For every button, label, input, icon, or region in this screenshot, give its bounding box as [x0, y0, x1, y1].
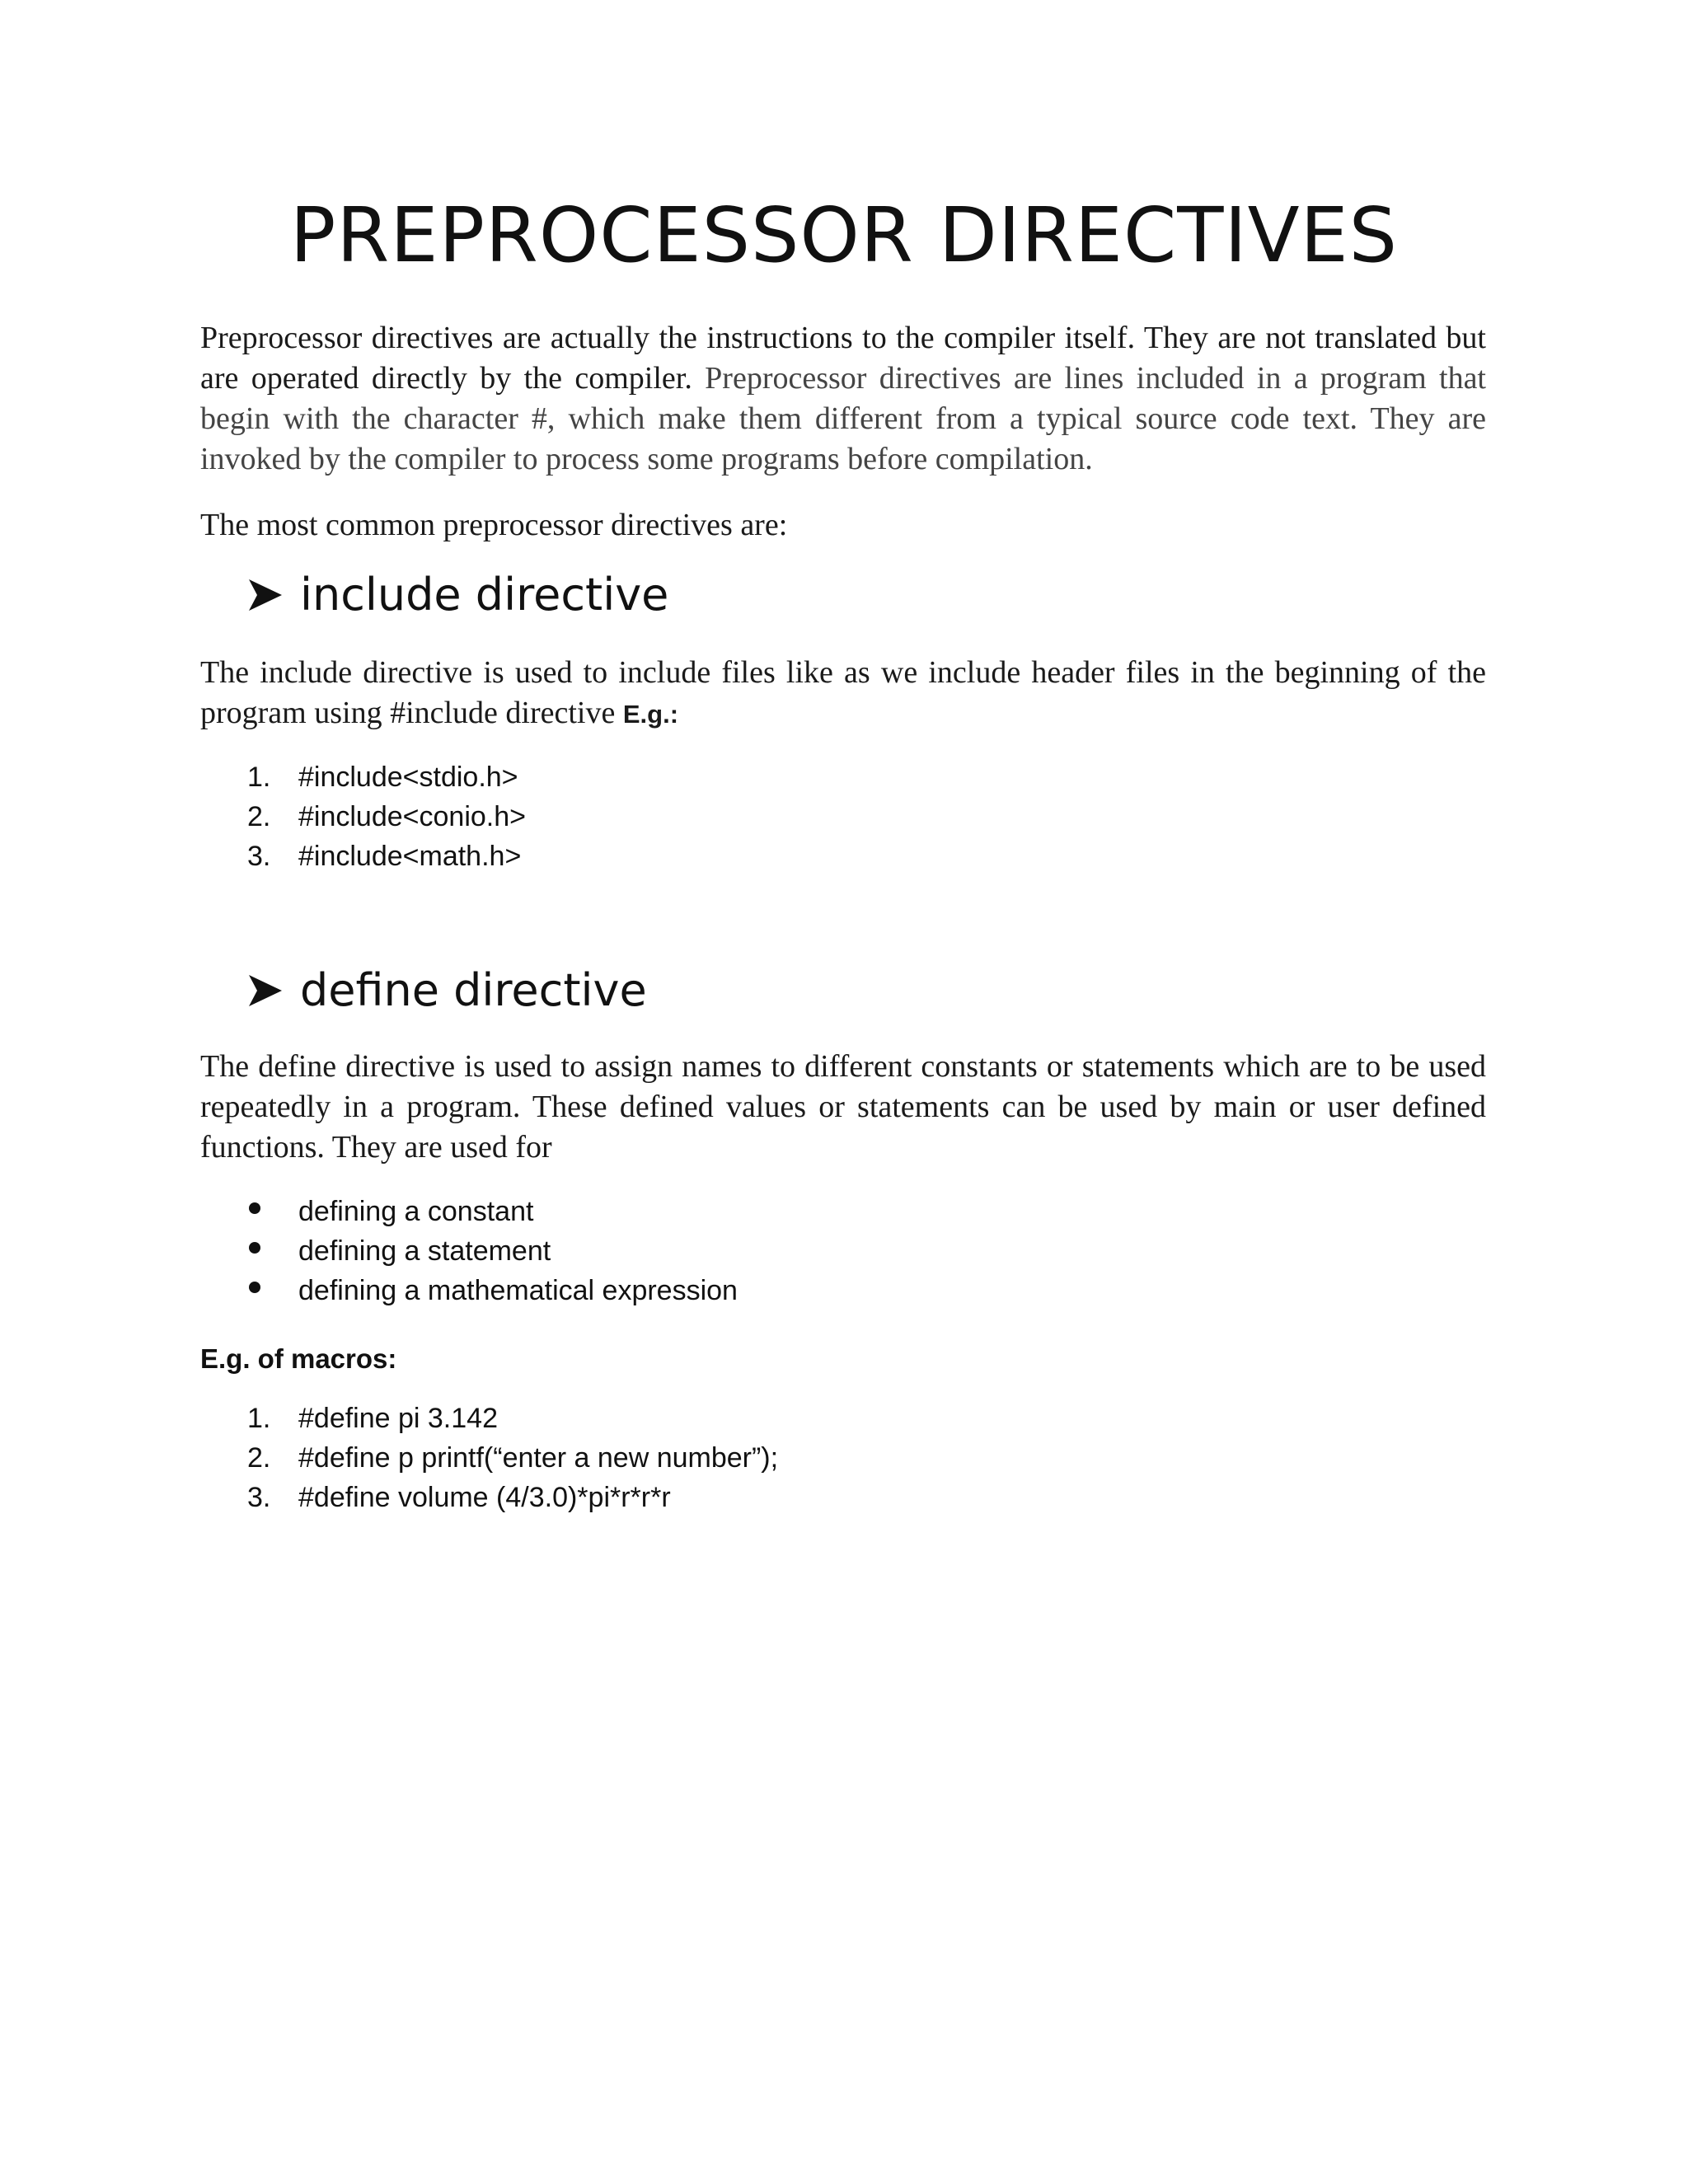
include-eg-label: E.g.: [622, 700, 679, 729]
arrowhead-bullet-icon [247, 972, 285, 1010]
macros-label: E.g. of macros: [200, 1343, 397, 1374]
list-item-text: defining a statement [298, 1235, 551, 1267]
list-item-text: #define p printf(“enter a new number”); [298, 1442, 779, 1474]
list-item [247, 1482, 778, 1521]
include-examples-list [247, 762, 526, 880]
list-item [247, 1275, 738, 1315]
list-item-text: #include<math.h> [298, 841, 522, 872]
common-directives-intro: The most common preprocessor directives are: [200, 508, 788, 542]
page-title: PREPROCESSOR DIRECTIVES [289, 191, 1399, 279]
list-item-number: 1. [247, 762, 271, 793]
list-item [247, 801, 526, 841]
include-directive-heading-text: include directive [300, 569, 669, 621]
define-directive-paragraph: The define directive is used to assign names to different constants or statements which are to be used repeatedly in a program. These defined values or statements can be used by main or user defined functions. They are used for [200, 1049, 1486, 1165]
list-item-number: 1. [247, 1403, 271, 1434]
list-item-text: #define volume (4/3.0)*pi*r*r*r [298, 1482, 671, 1513]
list-item [247, 1442, 778, 1482]
list-item [247, 1196, 738, 1235]
list-item [247, 1403, 778, 1442]
macro-examples-list [247, 1403, 778, 1521]
list-item-number: 3. [247, 1482, 271, 1513]
include-directive-heading [247, 569, 668, 621]
list-item-text: defining a mathematical expression [298, 1275, 738, 1306]
list-item [247, 1235, 738, 1275]
list-item-number: 2. [247, 801, 271, 832]
include-directive-text: The include directive is used to include files like as we include header files in the beginning of the program using #include directive [200, 655, 1486, 730]
define-directive-heading-text: define directive [300, 964, 647, 1016]
list-item-text: #include<stdio.h> [298, 762, 518, 793]
list-item-text: defining a constant [298, 1196, 534, 1227]
intro-paragraph [200, 318, 1486, 480]
include-directive-paragraph [200, 653, 1486, 734]
arrowhead-bullet-icon [247, 576, 285, 614]
list-item-number: 2. [247, 1442, 271, 1474]
define-uses-list [247, 1196, 738, 1315]
list-item-text: #define pi 3.142 [298, 1403, 498, 1434]
intro-text-part1: Preprocessor directives are actually the instructions to the compiler itself. They are not translated but are operated directly by the compiler. [200, 321, 1486, 396]
define-directive-heading [247, 964, 647, 1016]
list-item-text: #include<conio.h> [298, 801, 527, 832]
intro-text-part2: Preprocessor directives are lines included in a program that begin with the character #, which make them different from a typical source code text. They are invoked by the compiler to process some programs before compilation. [200, 361, 1486, 476]
list-item-number: 3. [247, 841, 271, 872]
list-item [247, 841, 526, 880]
list-item [247, 762, 526, 801]
